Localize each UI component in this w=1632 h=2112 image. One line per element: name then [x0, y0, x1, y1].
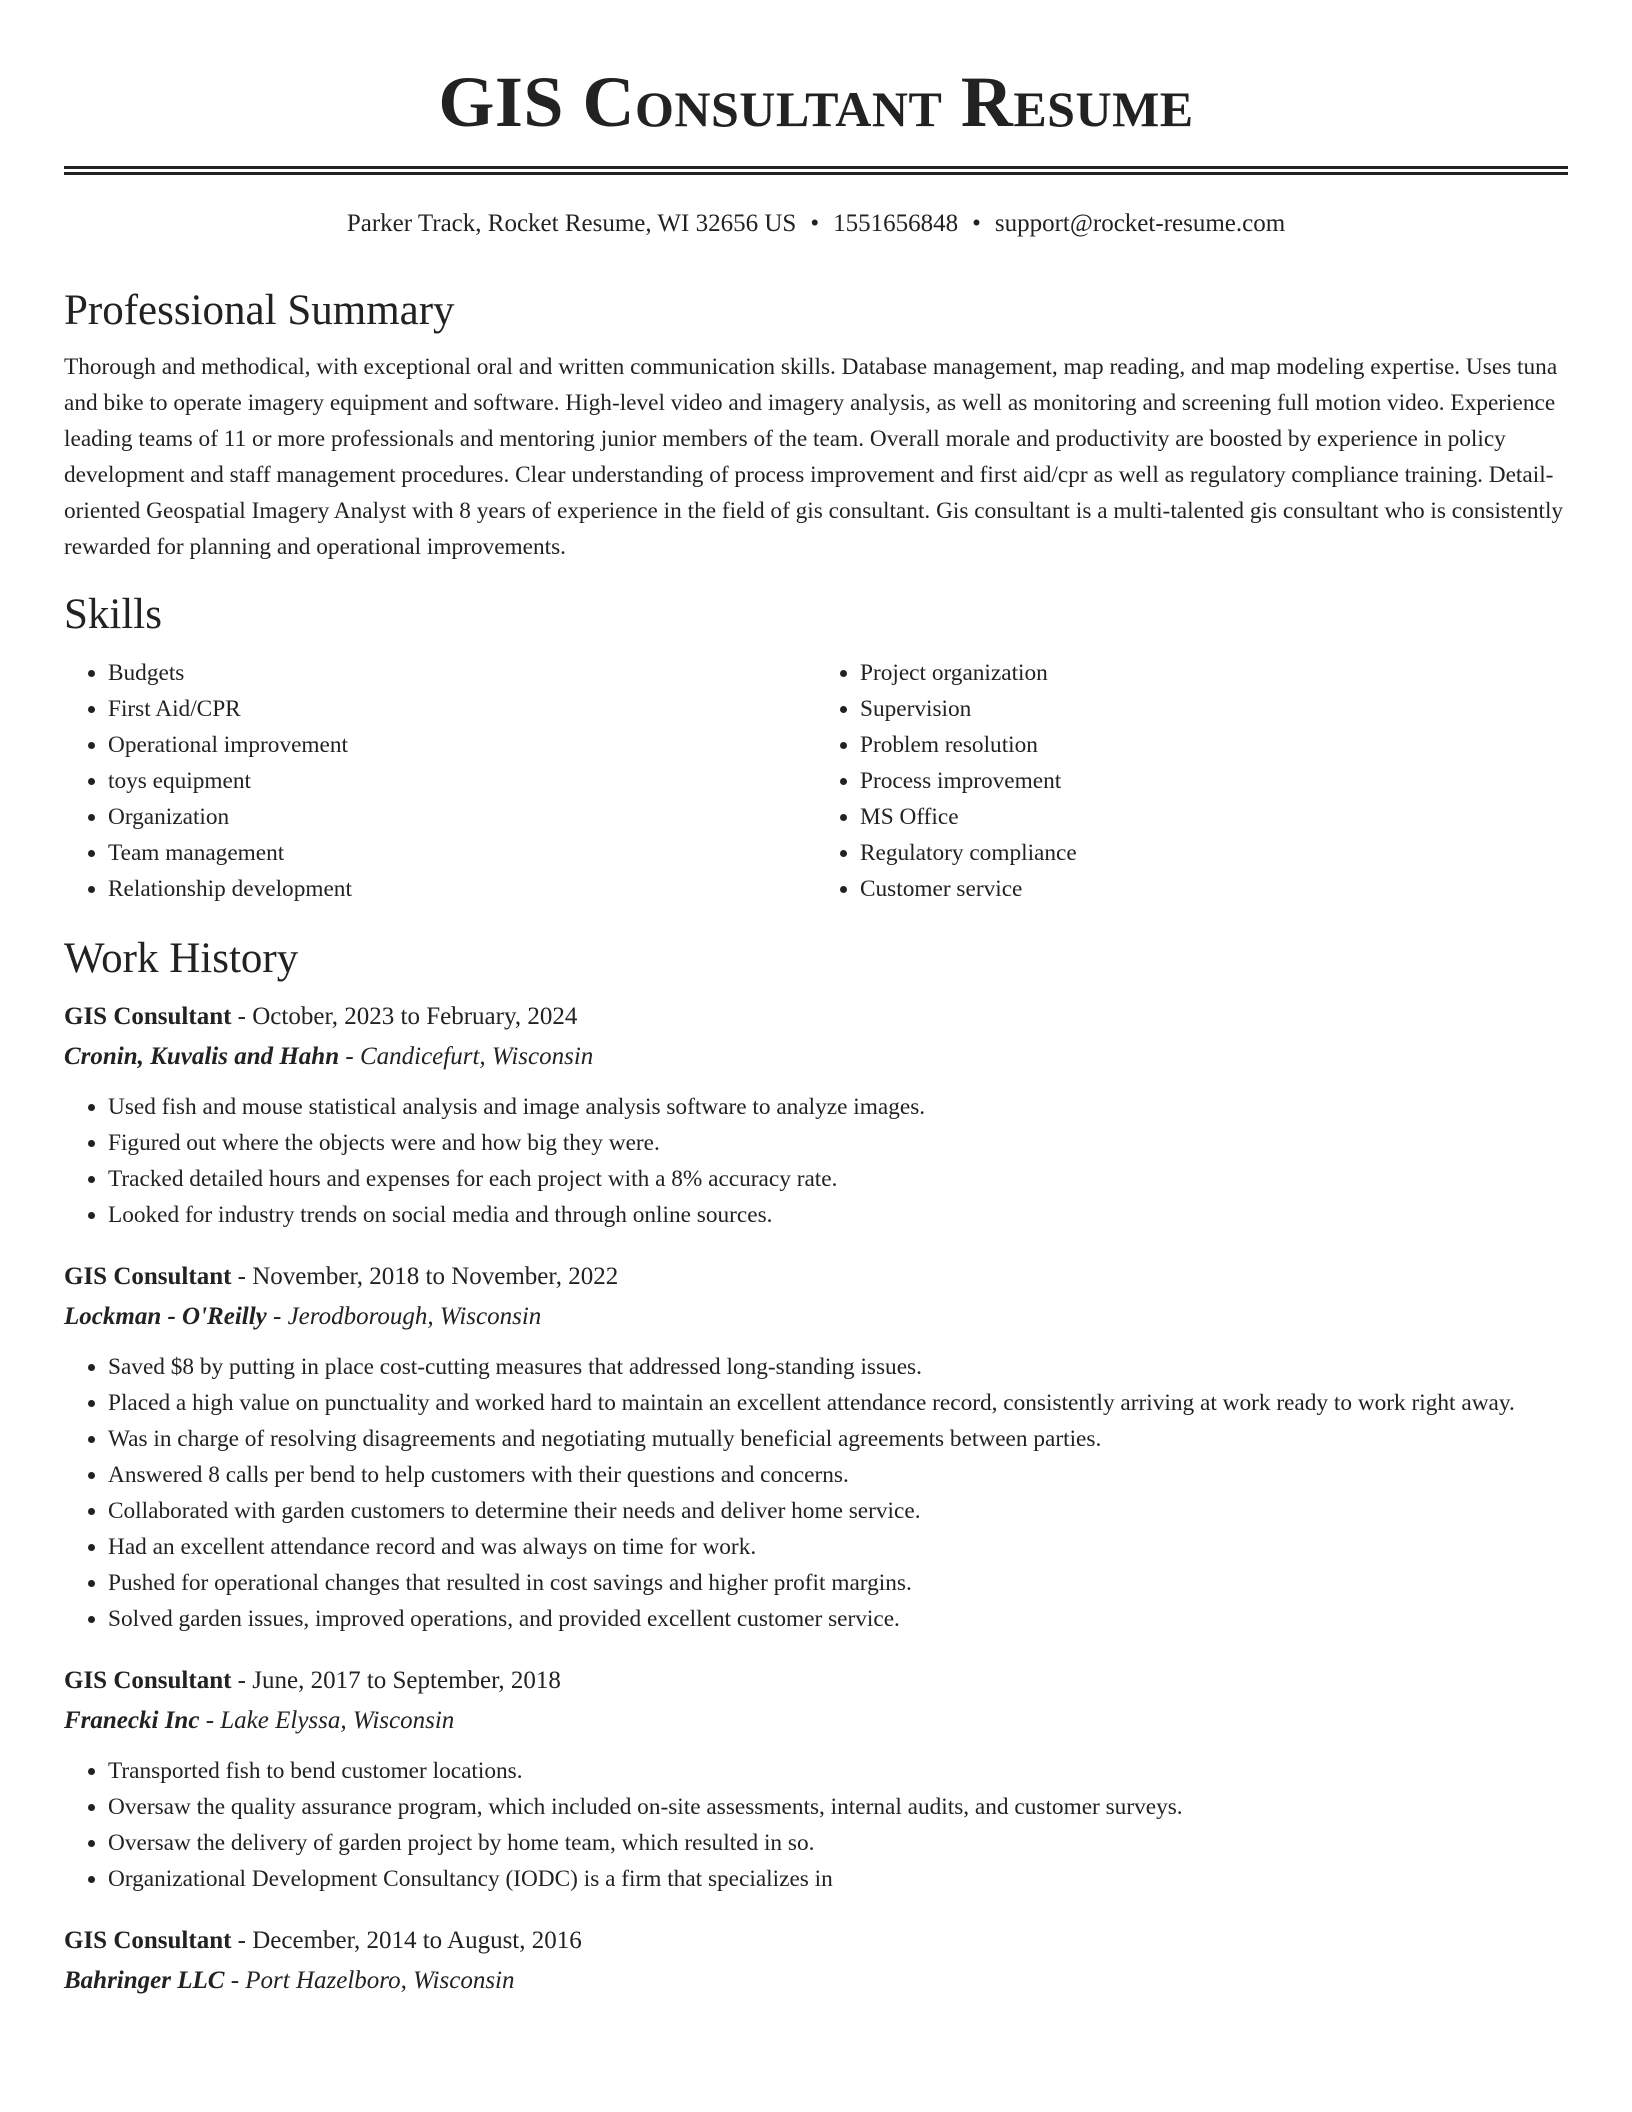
- job-bullets: [64, 1089, 1568, 1233]
- job-bullet: • Collaborated with garden customers to determine their needs and deliver home service.: [108, 1493, 1568, 1529]
- skill-item: • Operational improvement: [108, 727, 816, 763]
- job-bullet: • Transported fish to bend customer locations.: [108, 1753, 1568, 1789]
- job-bullet: • Was in charge of resolving disagreements and negotiating mutually beneficial agreements between parties.: [108, 1421, 1568, 1457]
- job-bullet: • Pushed for operational changes that resulted in cost savings and higher profit margins.: [108, 1565, 1568, 1601]
- dash-separator: -: [224, 1967, 246, 1994]
- job-title-line: [64, 1257, 1568, 1297]
- dash-separator: -: [231, 1263, 253, 1290]
- job-bullet: • Organizational Development Consultancy (IODC) is a firm that specializes in: [108, 1861, 1568, 1897]
- contact-separator: •: [972, 210, 981, 237]
- dash-separator: -: [199, 1707, 221, 1734]
- dash-separator: -: [231, 1003, 253, 1030]
- skill-item: • Process improvement: [860, 763, 1568, 799]
- job-bullet: • Placed a high value on punctuality and worked hard to maintain an excellent attendance record, consistently arriving at work ready to work right away.: [108, 1385, 1568, 1421]
- job-company: Franecki Inc: [64, 1707, 200, 1734]
- job-company: Lockman - O'Reilly: [64, 1303, 267, 1330]
- job-dates: November, 2018 to November, 2022: [252, 1263, 619, 1290]
- job-entry: [64, 1921, 1568, 2001]
- skills-heading: Skills: [64, 591, 162, 638]
- work-history-heading: Work History: [64, 935, 299, 982]
- job-role: GIS Consultant: [64, 1667, 232, 1694]
- job-title-line: [64, 1661, 1568, 1701]
- job-bullets: [64, 1349, 1568, 1637]
- job-bullets: [64, 1753, 1568, 1897]
- job-dates: October, 2023 to February, 2024: [252, 1003, 578, 1030]
- skill-item: • toys equipment: [108, 763, 816, 799]
- dash-separator: -: [231, 1927, 253, 1954]
- job-bullet: • Solved garden issues, improved operations, and provided excellent customer service.: [108, 1601, 1568, 1637]
- job-bullet: • Looked for industry trends on social media and through online sources.: [108, 1197, 1568, 1233]
- skill-item: • Project organization: [860, 655, 1568, 691]
- summary-text: Thorough and methodical, with exceptional oral and written communication skills. Database management, map reading, and map modeling expertise. Uses tuna and bike to operate imagery equipment and software. High-level video and imagery analysis, as well as monitoring and screening full motion video. Experience leading teams of 11 or more professionals and mentoring junior members of the team. Overall morale and productivity are boosted by experience in policy development and staff management procedures. Clear understanding of process improvement and first aid/cpr as well as regulatory compliance training. Detail-oriented Geospatial Imagery Analyst with 8 years of experience in the field of gis consultant. Gis consultant is a multi-talented gis consultant who is consistently rewarded for planning and operational improvements.: [64, 354, 1564, 560]
- dash-separator: -: [266, 1303, 288, 1330]
- job-role: GIS Consultant: [64, 1927, 232, 1954]
- job-dates: December, 2014 to August, 2016: [252, 1927, 582, 1954]
- job-company-line: [64, 1037, 1568, 1077]
- job-bullet: • Saved $8 by putting in place cost-cutting measures that addressed long-standing issues.: [108, 1349, 1568, 1385]
- skills-columns: [64, 655, 1568, 907]
- job-location: Port Hazelboro, Wisconsin: [245, 1967, 515, 1994]
- contact-separator: •: [810, 210, 820, 237]
- job-bullet: • Oversaw the delivery of garden project by home team, which resulted in so.: [108, 1825, 1568, 1861]
- dash-separator: -: [231, 1667, 253, 1694]
- job-entry: [64, 1257, 1568, 1637]
- job-title-line: [64, 997, 1568, 1037]
- skill-item: • Team management: [108, 835, 816, 871]
- contact-phone: 1551656848: [833, 210, 959, 237]
- dash-separator: -: [339, 1043, 360, 1070]
- job-company-line: [64, 1701, 1568, 1741]
- job-dates: June, 2017 to September, 2018: [252, 1667, 561, 1694]
- job-company: Cronin, Kuvalis and Hahn: [64, 1043, 340, 1070]
- job-location: Jerodborough, Wisconsin: [287, 1303, 542, 1330]
- job-bullet: • Oversaw the quality assurance program, which included on-site assessments, internal audits, and customer surveys.: [108, 1789, 1568, 1825]
- skill-item: • Supervision: [860, 691, 1568, 727]
- skills-list-left: [64, 655, 816, 907]
- job-bullet: • Answered 8 calls per bend to help customers with their questions and concerns.: [108, 1457, 1568, 1493]
- summary-heading: Professional Summary: [64, 287, 455, 334]
- resume-title: GIS Consultant Resume: [438, 62, 1194, 142]
- skill-item: • Problem resolution: [860, 727, 1568, 763]
- job-role: GIS Consultant: [64, 1003, 232, 1030]
- contact-email: support@rocket-resume.com: [994, 210, 1286, 237]
- skill-item: • Budgets: [108, 655, 816, 691]
- job-bullet: • Had an excellent attendance record and was always on time for work.: [108, 1529, 1568, 1565]
- contact-address: Parker Track, Rocket Resume, WI 32656 US: [346, 210, 797, 237]
- job-title-line: [64, 1921, 1568, 1961]
- job-bullet: • Used fish and mouse statistical analysis and image analysis software to analyze images.: [108, 1089, 1568, 1125]
- contact-line: [64, 207, 1568, 241]
- skill-item: • Organization: [108, 799, 816, 835]
- job-company-line: [64, 1297, 1568, 1337]
- job-company: Bahringer LLC: [64, 1967, 225, 1994]
- skill-item: • Relationship development: [108, 871, 816, 907]
- job-bullet: • Figured out where the objects were and how big they were.: [108, 1125, 1568, 1161]
- job-entry: [64, 997, 1568, 1233]
- job-bullet: • Tracked detailed hours and expenses for each project with a 8% accuracy rate.: [108, 1161, 1568, 1197]
- job-company-line: [64, 1961, 1568, 2001]
- skill-item: • Customer service: [860, 871, 1568, 907]
- skill-item: • First Aid/CPR: [108, 691, 816, 727]
- title-divider: [64, 166, 1568, 175]
- skills-list-right: [816, 655, 1568, 907]
- job-location: Lake Elyssa, Wisconsin: [220, 1707, 455, 1734]
- skill-item: • MS Office: [860, 799, 1568, 835]
- skill-item: • Regulatory compliance: [860, 835, 1568, 871]
- job-entry: [64, 1661, 1568, 1897]
- job-role: GIS Consultant: [64, 1263, 232, 1290]
- job-location: Candicefurt, Wisconsin: [359, 1043, 594, 1070]
